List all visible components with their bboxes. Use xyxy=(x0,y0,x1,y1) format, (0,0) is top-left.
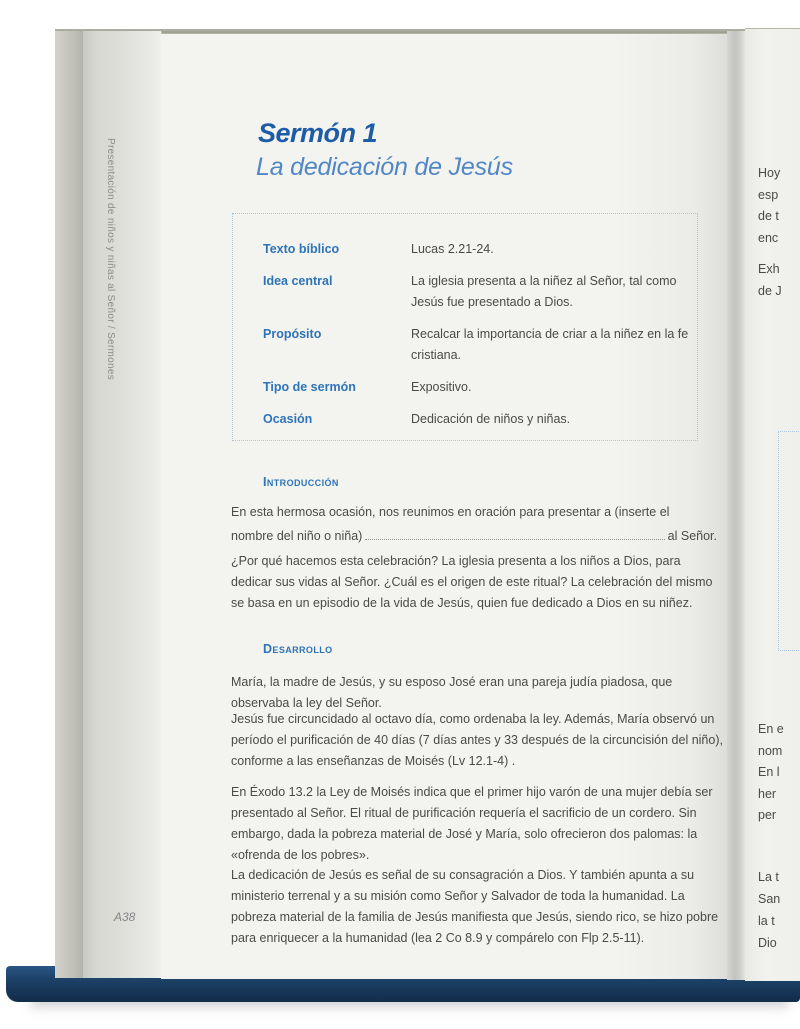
right-page-text-fragment: esp xyxy=(758,188,779,202)
info-value: Expositivo. xyxy=(411,380,472,394)
info-row-proposito xyxy=(263,324,697,366)
right-page-text-fragment: enc xyxy=(758,231,779,245)
info-value: Lucas 2.21-24. xyxy=(411,242,494,256)
info-label: Tipo de sermón xyxy=(263,380,356,394)
intro-paragraph-2: ¿Por qué hacemos esta celebración? La iglesia presenta a los niños a Dios, para dedicar sus vidas al Señor. ¿Cuál es el origen de este ritual? La celebración del mismo se basa en un episodio de la vida de Jesús, quien fue dedicado a Dios en su niñez. xyxy=(231,554,713,610)
section-heading-desarrollo: Desarrollo xyxy=(263,642,333,656)
right-page-text-fragment: Hoy xyxy=(758,166,781,180)
info-row-texto-biblico xyxy=(263,239,697,260)
right-page-text-fragment: her xyxy=(758,787,777,801)
development-paragraph-4: La dedicación de Jesús es señal de su consagración a Dios. Y también apunta a su ministerio terrenal y a su misión como Señor y Salvador de toda la humanidad. La pobreza material de la familia de Jesús manifiesta que Jesús, siendo rico, se hizo pobre para enriquecer a la humanidad (lea 2 Co 8.9 y compárelo con Flp 2.5-11). xyxy=(231,868,719,945)
info-label: Idea central xyxy=(263,274,333,288)
development-paragraph-3: En Éxodo 13.2 la Ley de Moisés indica que el primer hijo varón de una mujer debía ser presentado al Señor. El ritual de purificación requería el sacrificio de un cordero. Sin embargo, dada la pobreza material de José y María, solo ofrecieron dos palomas: la «ofrenda de los pobres». xyxy=(231,785,713,862)
right-page-sliver xyxy=(745,28,800,981)
right-page-text-fragment: nom xyxy=(758,744,783,758)
info-label: Texto bíblico xyxy=(263,242,340,256)
info-row-idea-central xyxy=(263,271,697,313)
fill-text-after: al Señor. xyxy=(667,529,717,543)
right-page-text-fragment: La t xyxy=(758,870,779,884)
left-page xyxy=(161,33,727,979)
sermon-title: Sermón 1 xyxy=(258,118,378,148)
fill-text-before: nombre del niño o niña) xyxy=(231,529,363,543)
intro-paragraph-1-line-1: En esta hermosa ocasión, nos reunimos en oración para presentar a (inserte el xyxy=(231,505,670,519)
right-page-text-fragment: San xyxy=(758,892,781,906)
info-row-ocasion xyxy=(263,409,697,430)
info-row-tipo-de-sermon xyxy=(263,377,697,398)
info-value: Recalcar la importancia de criar a la niñez en la fe cristiana. xyxy=(411,327,689,362)
sermon-subtitle: La dedicación de Jesús xyxy=(256,153,513,181)
right-page-text-fragment: per xyxy=(758,808,777,822)
page-stack-margin xyxy=(83,31,162,978)
book-cover-left-edge xyxy=(55,31,83,978)
right-page-text-fragment: de J xyxy=(758,284,782,298)
section-heading-introduccion: Introducción xyxy=(263,475,339,489)
right-page-text-fragment: En l xyxy=(758,765,780,779)
right-page-text-fragment: En e xyxy=(758,722,784,736)
right-page-text-fragment: Exh xyxy=(758,262,780,276)
right-page-text-fragment: la t xyxy=(758,914,775,928)
fill-in-blank-dotted-line xyxy=(365,523,664,540)
development-paragraph-2: Jesús fue circuncidado al octavo día, como ordenaba la ley. Además, María observó un período el purificación de 40 días (7 días antes y 33 después de la circuncisión del niño), conforme a las enseñanzas de Moisés (Lv 12.1-4) . xyxy=(231,712,723,768)
info-value: Dedicación de niños y niñas. xyxy=(411,412,571,426)
book-gutter-fold xyxy=(727,31,745,980)
right-page-text-fragment: de t xyxy=(758,209,779,223)
sermon-info-box xyxy=(232,213,698,441)
development-paragraph-1: María, la madre de Jesús, y su esposo José eran una pareja judía piadosa, que observaba la ley del Señor. xyxy=(231,675,673,710)
intro-paragraph-1-line-2 xyxy=(231,523,717,547)
right-page-dotted-box-fragment xyxy=(778,431,800,651)
spine-vertical-text: Presentación de niños y niñas al Señor / Sermones xyxy=(105,138,116,381)
info-label: Ocasión xyxy=(263,412,313,426)
info-label: Propósito xyxy=(263,327,322,341)
info-value: La iglesia presenta a la niñez al Señor, tal como Jesús fue presentado a Dios. xyxy=(411,274,677,309)
page-number: A38 xyxy=(114,910,136,924)
right-page-text-fragment: Dio xyxy=(758,936,777,950)
